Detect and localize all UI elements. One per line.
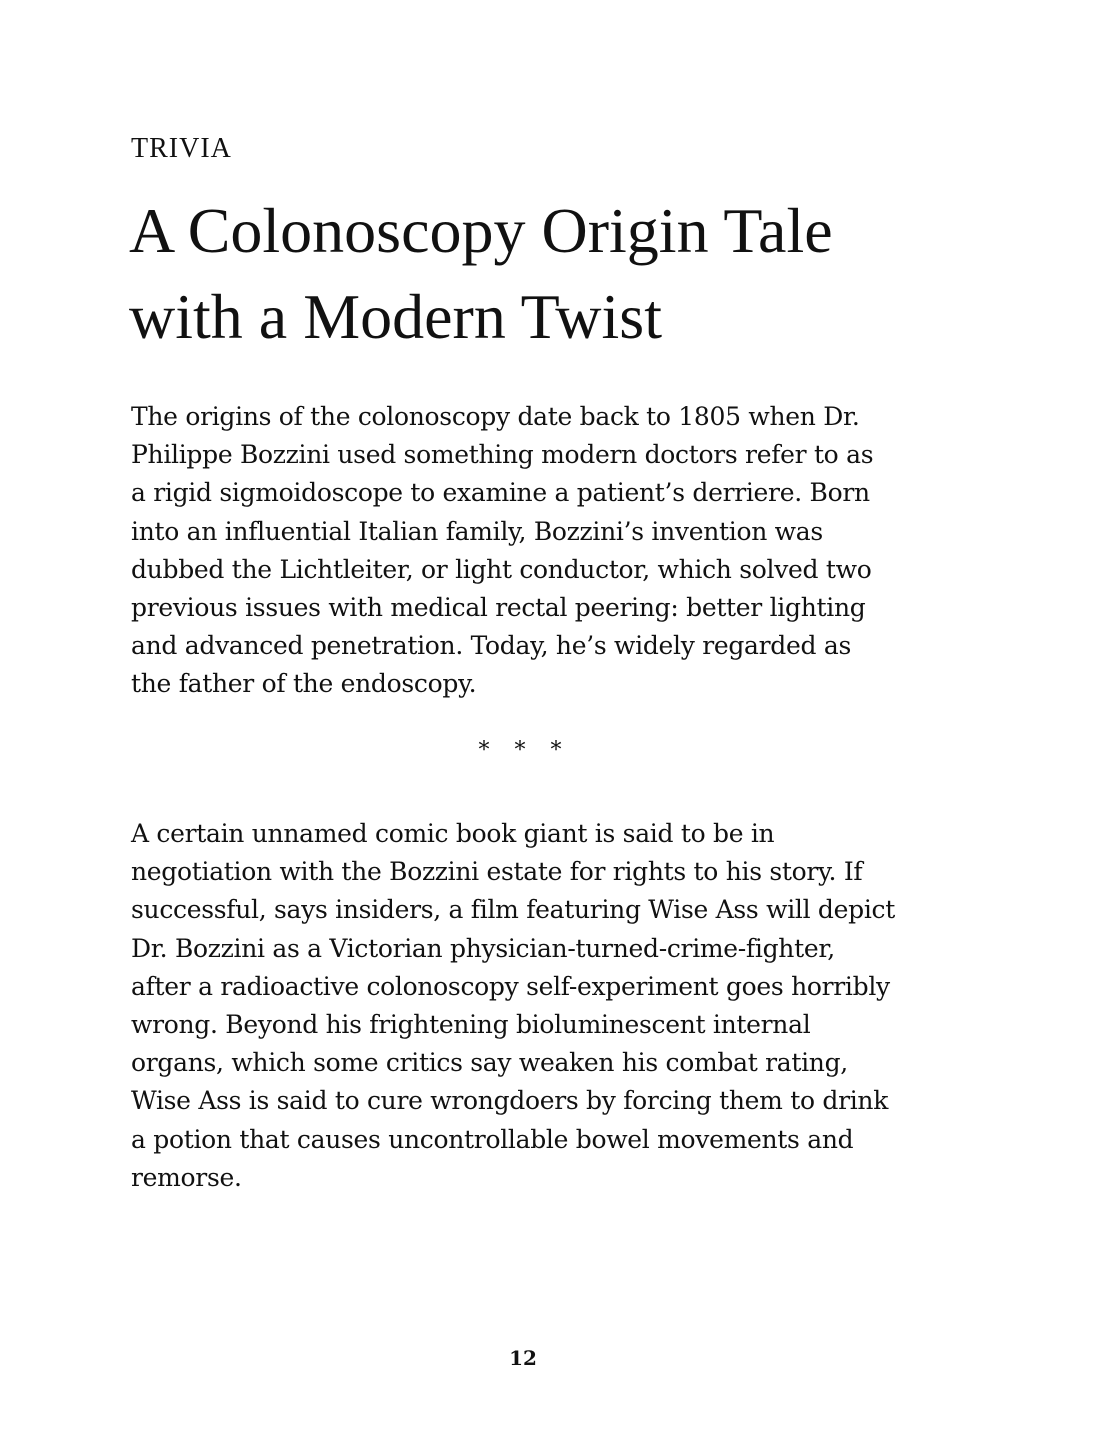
text-line: A certain unnamed comic book giant is said to be in [131, 819, 775, 848]
text-line: successful, says insiders, a film featuring Wise Ass will depict [131, 895, 895, 925]
text-line: organs, which some critics say weaken his combat rating, [131, 1048, 848, 1078]
text-line: into an influential Italian family, Bozzini’s invention was [131, 516, 823, 546]
title-line: A Colonoscopy Origin Tale [129, 195, 833, 266]
title-line: with a Modern Twist [129, 281, 662, 352]
text-line: Philippe Bozzini used something modern doctors refer to as [131, 440, 874, 470]
paragraph-1 [131, 398, 873, 704]
text-line: and advanced penetration. Today, he’s widely regarded as [131, 631, 851, 661]
section-label: TRIVIA [131, 133, 232, 164]
text-line: The origins of the colonoscopy date back to 1805 when Dr. [131, 402, 860, 431]
text-line: after a radioactive colonoscopy self-experiment goes horribly [131, 971, 890, 1001]
text-line: previous issues with medical rectal peering: better lighting [131, 593, 866, 623]
page-number: 12 [509, 1346, 537, 1370]
text-line: the father of the endoscopy. [131, 669, 477, 699]
section-separator: * * * [478, 738, 562, 763]
text-line: a potion that causes uncontrollable bowel movements and [131, 1124, 854, 1154]
text-line: wrong. Beyond his frightening bioluminescent internal [131, 1010, 811, 1040]
paragraph-2 [131, 815, 895, 1197]
text-line: negotiation with the Bozzini estate for rights to his story. If [131, 857, 863, 887]
text-line: remorse. [131, 1162, 242, 1192]
text-line: Dr. Bozzini as a Victorian physician-turned-crime-fighter, [131, 933, 835, 963]
text-line: a rigid sigmoidoscope to examine a patient’s derriere. Born [131, 478, 870, 508]
text-line: Wise Ass is said to cure wrongdoers by forcing them to drink [131, 1086, 889, 1116]
page-title [129, 188, 833, 360]
text-line: dubbed the Lichtleiter, or light conductor, which solved two [131, 554, 872, 584]
